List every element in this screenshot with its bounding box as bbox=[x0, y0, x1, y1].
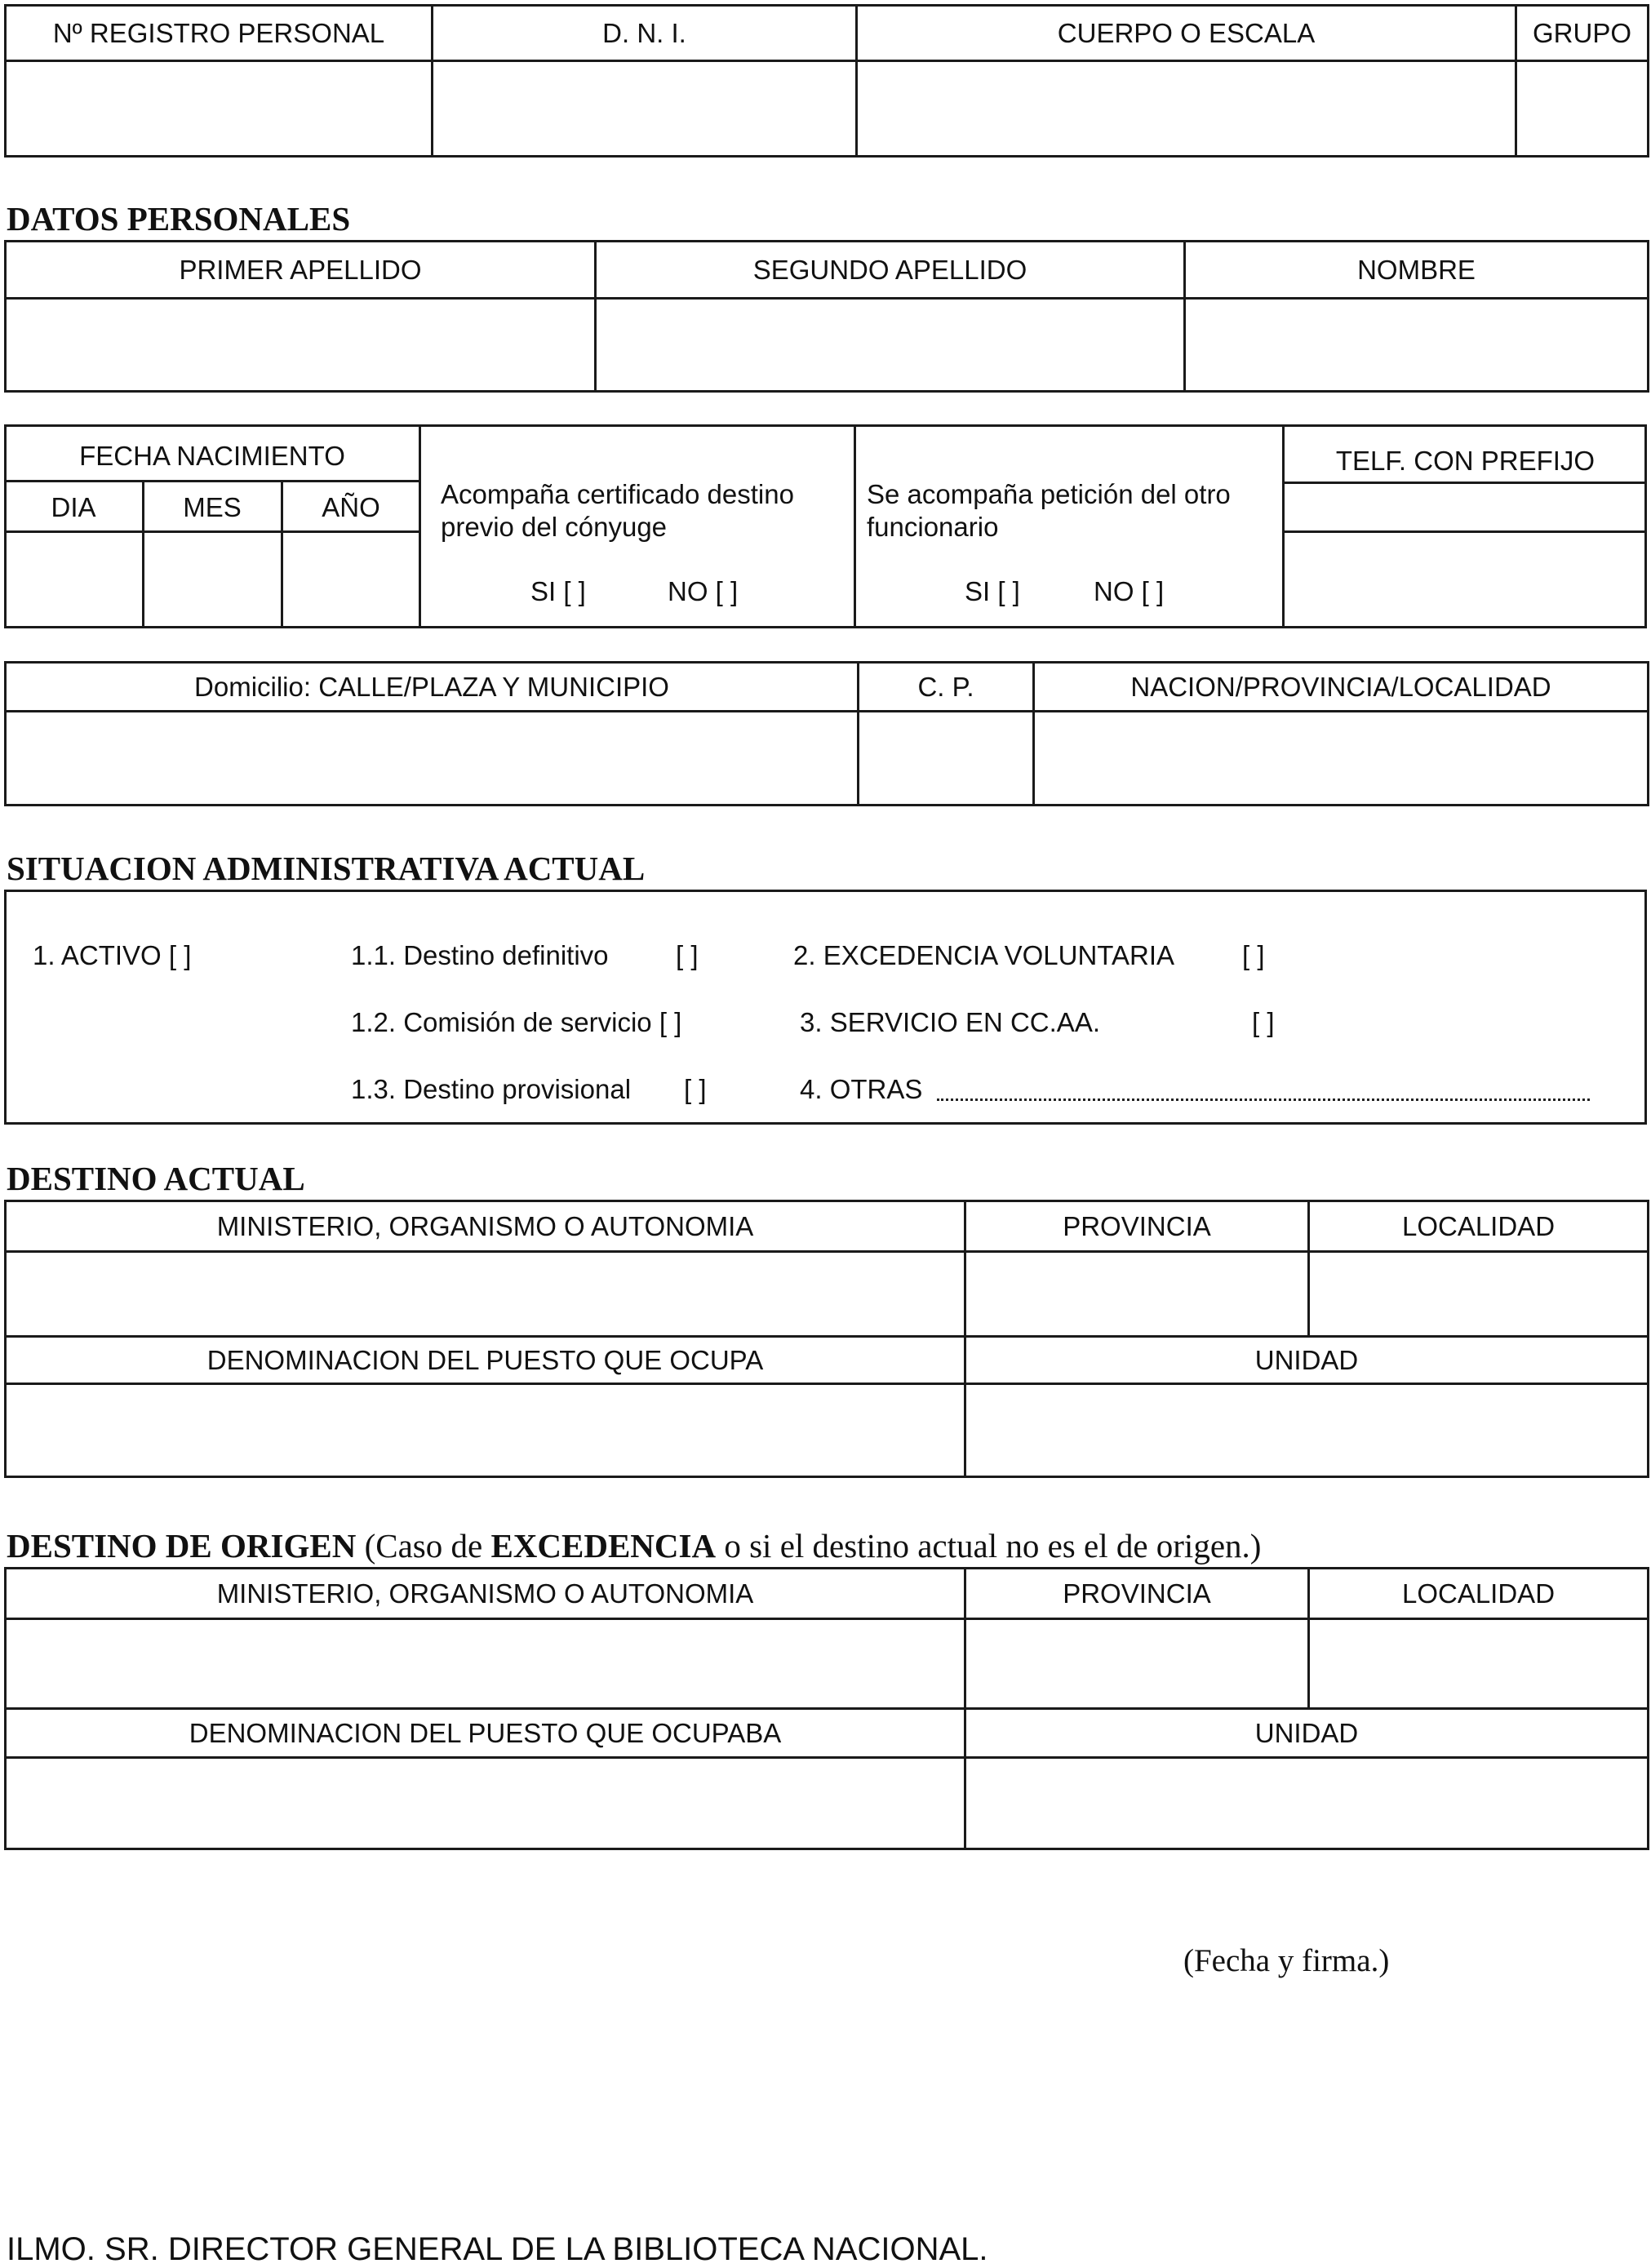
primer-apellido-header: PRIMER APELLIDO bbox=[6, 242, 596, 299]
nombre-header: NOMBRE bbox=[1185, 242, 1649, 299]
cuerpo-header: CUERPO O ESCALA bbox=[857, 6, 1516, 61]
domicilio-field[interactable] bbox=[6, 712, 859, 806]
domicilio-header: Domicilio: CALLE/PLAZA Y MUNICIPIO bbox=[6, 663, 859, 712]
destinatario-label: ILMO. SR. DIRECTOR GENERAL DE LA BIBLIOTECA NACIONAL. bbox=[7, 2231, 988, 2267]
da-localidad-field[interactable] bbox=[1309, 1252, 1649, 1337]
cp-field[interactable] bbox=[859, 712, 1034, 806]
excedencia-label: 2. EXCEDENCIA VOLUNTARIA bbox=[793, 940, 1175, 970]
da-localidad-header: LOCALIDAD bbox=[1309, 1201, 1649, 1252]
divider bbox=[1284, 482, 1647, 484]
activo-checkbox[interactable]: 1. ACTIVO [ ] bbox=[33, 940, 192, 970]
domicilio-table bbox=[4, 661, 1649, 806]
conyuge-no-checkbox[interactable]: NO [ ] bbox=[668, 576, 739, 606]
fecha-nacimiento-header: FECHA NACIMIENTO bbox=[79, 441, 345, 471]
peticion-no-checkbox[interactable]: NO [ ] bbox=[1094, 576, 1165, 606]
destino-origen-table bbox=[4, 1567, 1649, 1850]
destino-origen-heading bbox=[7, 1526, 1261, 1565]
destino-provisional-label: 1.3. Destino provisional bbox=[351, 1074, 632, 1104]
registro-table bbox=[4, 4, 1649, 158]
ccaa-checkbox[interactable]: [ ] bbox=[1252, 1007, 1275, 1037]
divider bbox=[4, 530, 420, 533]
cuerpo-field[interactable] bbox=[857, 61, 1516, 157]
conyuge-si-checkbox[interactable]: SI [ ] bbox=[530, 576, 586, 606]
mes-header: MES bbox=[183, 492, 242, 522]
dni-header: D. N. I. bbox=[433, 6, 857, 61]
peticion-label: Se acompaña petición del otro funcionario bbox=[867, 479, 1231, 542]
destino-origen-title: DESTINO DE ORIGEN bbox=[7, 1527, 357, 1565]
do-unidad-field[interactable] bbox=[965, 1758, 1649, 1849]
do-localidad-field[interactable] bbox=[1309, 1619, 1649, 1709]
mes-field[interactable] bbox=[145, 534, 279, 626]
do-localidad-header: LOCALIDAD bbox=[1309, 1569, 1649, 1619]
dia-header: DIA bbox=[51, 492, 96, 522]
divider bbox=[854, 424, 856, 628]
conyuge-label: Acompaña certificado destino previo del cónyuge bbox=[441, 479, 794, 542]
peticion-si-checkbox[interactable]: SI [ ] bbox=[965, 576, 1020, 606]
anio-field[interactable] bbox=[284, 534, 418, 626]
telefono-header: TELF. CON PREFIJO bbox=[1335, 446, 1596, 476]
do-puesto-field[interactable] bbox=[6, 1758, 965, 1849]
da-unidad-header: UNIDAD bbox=[965, 1337, 1649, 1384]
dni-field[interactable] bbox=[433, 61, 857, 157]
comision-servicio-checkbox[interactable]: 1.2. Comisión de servicio [ ] bbox=[351, 1007, 682, 1037]
do-ministerio-header: MINISTERIO, ORGANISMO O AUTONOMIA bbox=[6, 1569, 965, 1619]
nacion-field[interactable] bbox=[1034, 712, 1649, 806]
grupo-header: GRUPO bbox=[1516, 6, 1649, 61]
primer-apellido-field[interactable] bbox=[6, 299, 596, 392]
da-puesto-header: DENOMINACION DEL PUESTO QUE OCUPA bbox=[6, 1337, 965, 1384]
dia-field[interactable] bbox=[7, 534, 140, 626]
fecha-firma-label: (Fecha y firma.) bbox=[1183, 1943, 1390, 1978]
destino-origen-note: (Caso de bbox=[356, 1527, 491, 1565]
da-puesto-field[interactable] bbox=[6, 1384, 965, 1477]
do-provincia-header: PROVINCIA bbox=[965, 1569, 1309, 1619]
firma-area[interactable] bbox=[1061, 1991, 1551, 2155]
divider bbox=[1284, 530, 1647, 533]
do-ministerio-field[interactable] bbox=[6, 1619, 965, 1709]
do-provincia-field[interactable] bbox=[965, 1619, 1309, 1709]
grupo-field[interactable] bbox=[1516, 61, 1649, 157]
segundo-apellido-field[interactable] bbox=[596, 299, 1185, 392]
destino-origen-note-end: o si el destino actual no es el de origen.) bbox=[716, 1527, 1262, 1565]
da-provincia-field[interactable] bbox=[965, 1252, 1309, 1337]
nombre-table bbox=[4, 240, 1649, 393]
nacion-header: NACION/PROVINCIA/LOCALIDAD bbox=[1034, 663, 1649, 712]
do-unidad-header: UNIDAD bbox=[965, 1709, 1649, 1758]
telefono-field[interactable] bbox=[1286, 534, 1645, 626]
destino-definitivo-label: 1.1. Destino definitivo bbox=[351, 940, 609, 970]
do-puesto-header: DENOMINACION DEL PUESTO QUE OCUPABA bbox=[6, 1709, 965, 1758]
ccaa-label: 3. SERVICIO EN CC.AA. bbox=[800, 1007, 1100, 1037]
da-ministerio-header: MINISTERIO, ORGANISMO O AUTONOMIA bbox=[6, 1201, 965, 1252]
registro-field[interactable] bbox=[6, 61, 433, 157]
segundo-apellido-header: SEGUNDO APELLIDO bbox=[596, 242, 1185, 299]
cp-header: C. P. bbox=[859, 663, 1034, 712]
excedencia-checkbox[interactable]: [ ] bbox=[1242, 940, 1265, 970]
nombre-field[interactable] bbox=[1185, 299, 1649, 392]
datos-personales-heading: DATOS PERSONALES bbox=[7, 200, 351, 237]
otras-field[interactable] bbox=[937, 1098, 1590, 1101]
destino-actual-table bbox=[4, 1200, 1649, 1478]
divider bbox=[4, 480, 420, 482]
da-provincia-header: PROVINCIA bbox=[965, 1201, 1309, 1252]
da-ministerio-field[interactable] bbox=[6, 1252, 965, 1337]
situacion-heading: SITUACION ADMINISTRATIVA ACTUAL bbox=[7, 850, 646, 887]
da-unidad-field[interactable] bbox=[965, 1384, 1649, 1477]
registro-header: Nº REGISTRO PERSONAL bbox=[6, 6, 433, 61]
destino-actual-heading: DESTINO ACTUAL bbox=[7, 1160, 305, 1197]
anio-header: AÑO bbox=[322, 492, 380, 522]
destino-provisional-checkbox[interactable]: [ ] bbox=[684, 1074, 707, 1104]
excedencia-emphasis: EXCEDENCIA bbox=[490, 1527, 717, 1565]
destino-definitivo-checkbox[interactable]: [ ] bbox=[676, 940, 699, 970]
otras-label: 4. OTRAS bbox=[800, 1074, 923, 1104]
